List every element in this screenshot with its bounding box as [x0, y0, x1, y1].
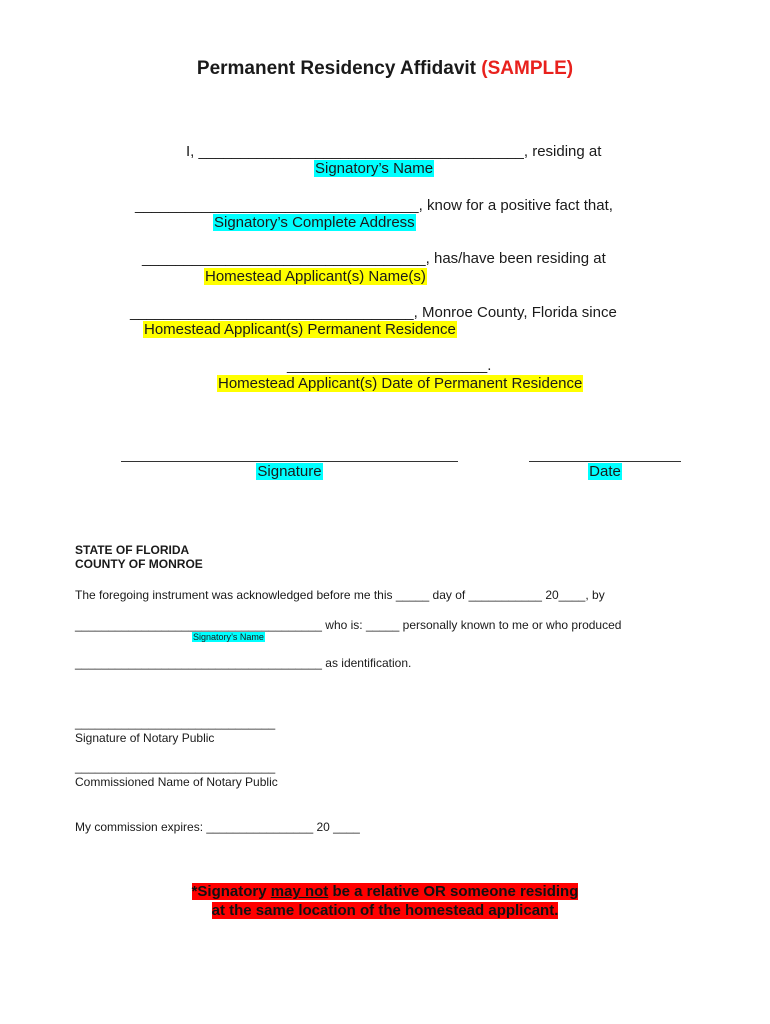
applicant-names-blank[interactable]: __________________________________: [142, 250, 426, 267]
signatory-address-label: [213, 214, 416, 231]
permanent-residence-label-text: Homestead Applicant(s) Permanent Residence: [144, 321, 456, 338]
affidavit-line-2: [135, 197, 613, 214]
date-residence-blank[interactable]: ________________________.: [287, 357, 492, 374]
notary-who-blank[interactable]: _____________________________________: [75, 618, 322, 632]
line2-suffix: , know for a positive fact that,: [418, 197, 613, 214]
signature-label: [121, 463, 458, 480]
notary-county: COUNTY OF MONROE: [75, 557, 203, 571]
permanent-residence-label: [143, 321, 457, 338]
page-title: [0, 58, 770, 80]
applicant-names-label: [204, 268, 427, 285]
warning-part-3: be a relative OR someone residing: [328, 883, 579, 900]
date-label: [529, 463, 681, 480]
commissioned-name-blank[interactable]: ______________________________: [75, 760, 276, 774]
notary-id-line: [75, 656, 411, 670]
signatory-name-label-text: Signatory’s Name: [315, 160, 434, 177]
signatory-address-label-text: Signatory’s Complete Address: [214, 214, 415, 231]
signatory-address-blank[interactable]: __________________________________: [135, 197, 419, 214]
date-residence-label: [217, 375, 583, 392]
applicant-names-label-text: Homestead Applicant(s) Name(s): [205, 268, 426, 285]
affidavit-line-3: [142, 250, 606, 267]
warning-may-not: may not: [270, 883, 329, 900]
signature-label-text: Signature: [257, 463, 322, 480]
notary-who-suffix: who is: _____ personally known to me or who produced: [321, 618, 622, 632]
affidavit-line-4: [130, 304, 617, 321]
notary-who-label: [192, 632, 265, 642]
commission-expires[interactable]: My commission expires: ________________ 20 ____: [75, 820, 360, 834]
notary-id-blank[interactable]: _____________________________________: [75, 656, 322, 670]
warning-line-2: at the same location of the homestead applicant.: [211, 902, 559, 919]
line1-suffix: , residing at: [523, 143, 602, 160]
date-label-text: Date: [589, 463, 621, 480]
line1-prefix: I,: [186, 143, 199, 160]
affidavit-line-5: [287, 357, 491, 374]
notary-state: STATE OF FLORIDA: [75, 543, 190, 557]
line3-suffix: , has/have been residing at: [425, 250, 606, 267]
notary-signature-blank[interactable]: ______________________________: [75, 716, 276, 730]
date-residence-label-text: Homestead Applicant(s) Date of Permanent Residence: [218, 375, 583, 392]
notary-who-line: [75, 618, 621, 632]
line4-suffix: , Monroe County, Florida since: [413, 304, 617, 321]
signatory-name-blank[interactable]: _______________________________________: [198, 143, 524, 160]
title-sample: (SAMPLE): [481, 58, 574, 79]
permanent-residence-blank[interactable]: __________________________________: [130, 304, 414, 321]
affidavit-line-1: [186, 143, 601, 160]
signature-line[interactable]: [121, 461, 458, 462]
notary-ack-line[interactable]: The foregoing instrument was acknowledged before me this _____ day of ___________ 20____, by: [75, 588, 605, 602]
commissioned-name-label: Commissioned Name of Notary Public: [75, 775, 278, 789]
title-main: Permanent Residency Affidavit: [196, 58, 476, 79]
signatory-warning: [0, 882, 770, 920]
date-line[interactable]: [529, 461, 681, 462]
warning-part-1: *Signatory: [191, 883, 271, 900]
warning-line-1: [192, 883, 579, 900]
notary-who-label-text: Signatory’s Name: [193, 632, 264, 642]
notary-signature-label: Signature of Notary Public: [75, 731, 215, 745]
notary-id-suffix: as identification.: [321, 656, 412, 670]
signatory-name-label: [314, 160, 434, 177]
